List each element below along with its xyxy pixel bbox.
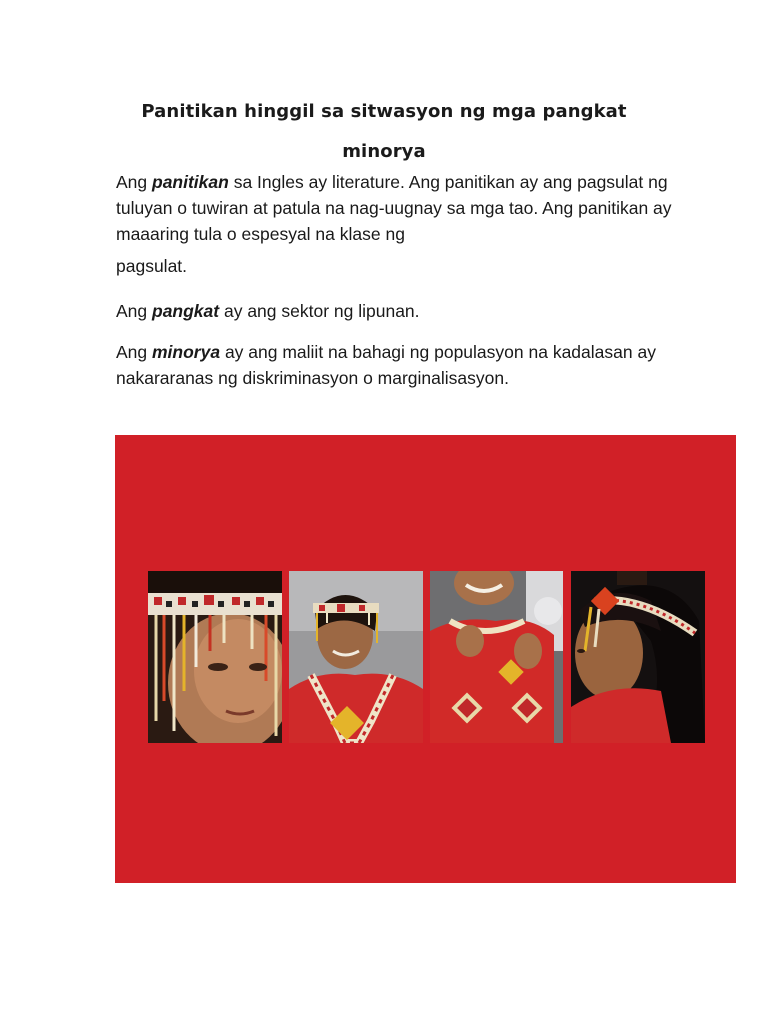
paragraph-last-line: pagsulat.	[116, 256, 188, 276]
paragraph-text: sa Ingles ay literature. Ang panitikan ay ang pagsulat ng tuluyan o tuwiran at patula na nag-uugnay sa mga tao. Ang panitikan ay maaaring tula o espesyal na klase ng	[116, 172, 672, 244]
photo-collage-panel	[115, 435, 736, 883]
term-pangkat: pangkat	[152, 301, 220, 321]
photo-girl-profile-beaded-headband	[571, 571, 705, 743]
photo-girl-beaded-headdress	[148, 571, 282, 743]
document-title	[116, 92, 652, 172]
term-minorya: minorya	[152, 342, 221, 362]
title-line-2: minorya	[342, 141, 426, 162]
paragraph-panitikan	[116, 169, 676, 279]
paragraph-lead: Ang	[116, 342, 152, 362]
paragraph-text: ay ang sektor ng lipunan.	[219, 301, 420, 321]
paragraph-pangkat	[116, 298, 676, 324]
photo-girl-smiling-beaded-necklace	[289, 571, 423, 743]
paragraph-lead: Ang	[116, 172, 152, 192]
term-panitikan: panitikan	[152, 172, 229, 192]
paragraph-minorya	[116, 339, 676, 391]
paragraph-lead: Ang	[116, 301, 152, 321]
paragraph-text: ay ang maliit na bahagi ng populasyon na kadalasan ay nakararanas ng diskriminasyon o marginalisasyon.	[116, 342, 656, 388]
photo-child-red-dress-laughing	[430, 571, 563, 743]
title-line-1: Panitikan hinggil sa sitwasyon ng mga pangkat	[141, 101, 627, 122]
